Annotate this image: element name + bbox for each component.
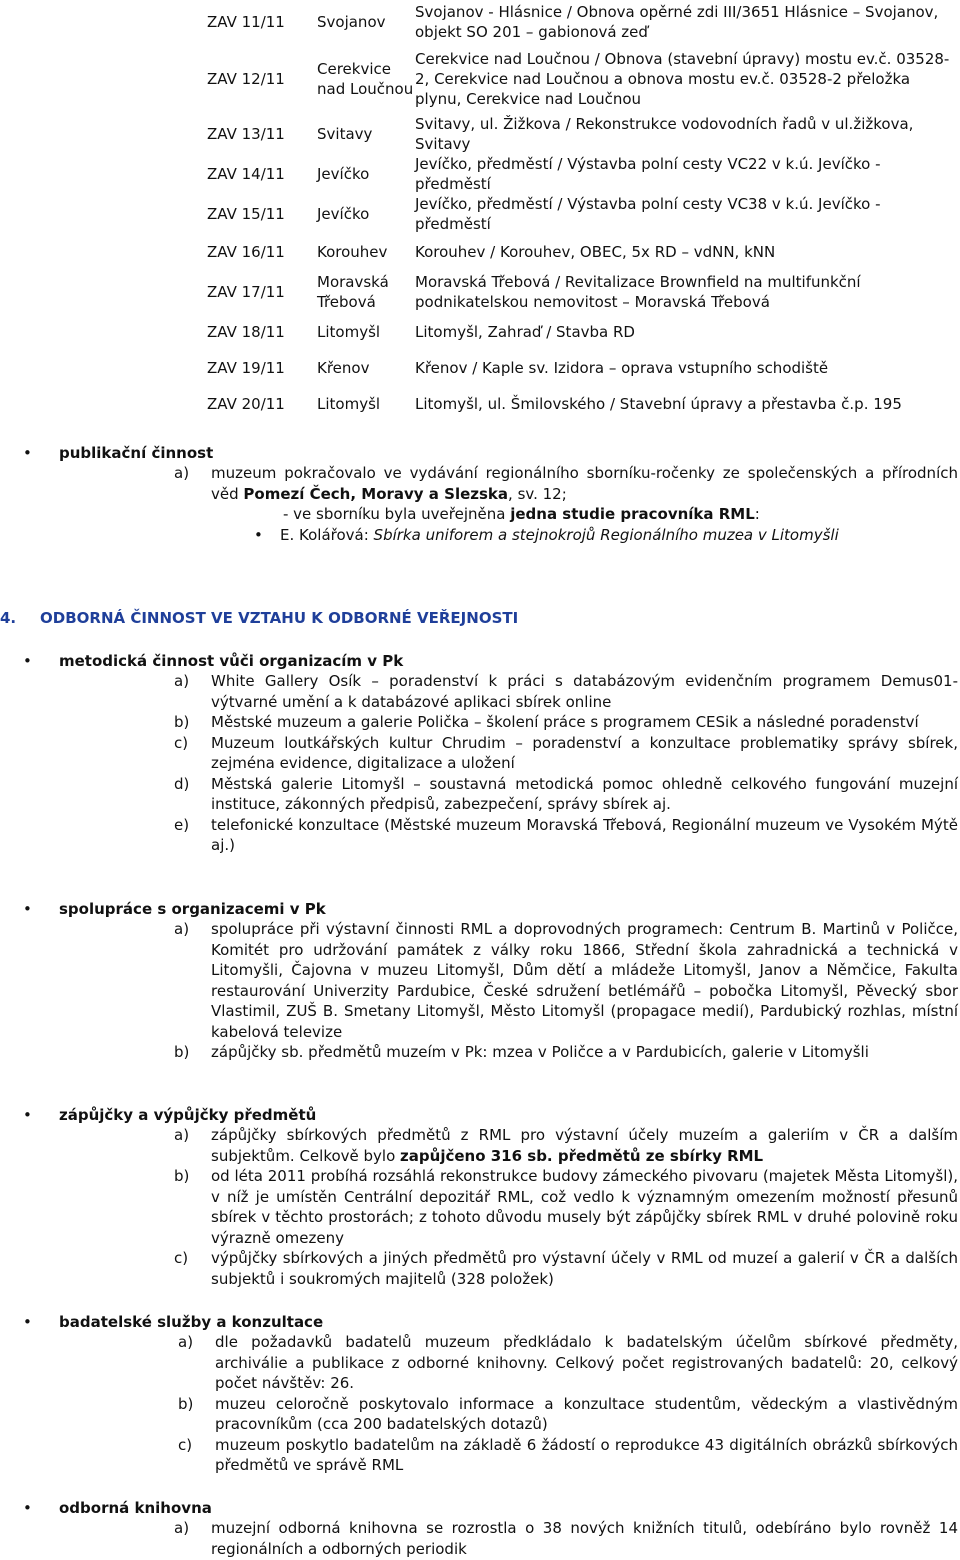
list-item bbox=[174, 712, 958, 733]
item-label: e) bbox=[174, 815, 190, 834]
section-heading: metodická činnost vůči organizacím v Pk bbox=[59, 652, 404, 670]
zav-id: ZAV 20/11 bbox=[207, 394, 285, 413]
list-item bbox=[174, 1042, 958, 1063]
zav-desc: Křenov / Kaple sv. Izidora – oprava vstupního schodiště bbox=[415, 358, 829, 377]
section-heading: badatelské služby a konzultace bbox=[59, 1313, 324, 1331]
bullet-icon: • bbox=[23, 1106, 32, 1124]
zav-place: Křenov bbox=[317, 358, 370, 377]
zav-desc: Svojanov - Hlásnice / Obnova opěrné zdi III/3651 Hlásnice – Svojanov, objekt SO 201 – gabionová zeď bbox=[415, 2, 939, 41]
item-text: Městská galerie Litomyšl – soustavná metodická pomoc ohledně celkového fungování muzejní instituce, zákonných předpisů, zabezpečení, správy sbírek aj. bbox=[211, 774, 958, 813]
zav-id: ZAV 11/11 bbox=[207, 12, 285, 31]
bullet-icon: • bbox=[23, 652, 32, 670]
item-label: b) bbox=[174, 713, 190, 731]
list-item bbox=[178, 1394, 958, 1435]
item-text: muzejní odborná knihovna se rozrostla o 38 nových knižních titulů, odebíráno bylo rovněž 14 regionálních a odborných periodik bbox=[211, 1519, 958, 1558]
item-label: b) bbox=[174, 1167, 190, 1185]
item-list bbox=[174, 1518, 958, 1559]
table-row bbox=[207, 0, 957, 44]
item-label: a) bbox=[174, 920, 190, 938]
bullet-icon: • bbox=[254, 526, 263, 544]
item-text: telefonické konzultace (Městské muzeum Moravská Třebová, Regionální muzeum ve Vysokém Mýtě aj.) bbox=[211, 815, 958, 854]
item-label: a) bbox=[174, 1126, 190, 1144]
item-label: d) bbox=[174, 774, 190, 793]
section-number: 4. bbox=[0, 609, 17, 627]
item-text-part: zápůjčky sbírkových předmětů z RML pro výstavní účely muzeím a galeriím v ČR a dalším subjektům. Celkově bylo bbox=[211, 1126, 958, 1165]
zav-place: Litomyšl bbox=[317, 394, 381, 413]
item-text: muzeu celoročně poskytovalo informace a konzultace studentům, vědeckým a vlastivědným pracovníkům (cca 200 badatelských dotazů) bbox=[215, 1394, 958, 1433]
item-label: a) bbox=[174, 1519, 190, 1537]
sub-item-author: E. Kolářová: bbox=[280, 526, 374, 544]
table-row bbox=[207, 270, 957, 314]
list-item bbox=[174, 1125, 958, 1166]
zav-id: ZAV 14/11 bbox=[207, 164, 285, 183]
zav-place: Svojanov bbox=[317, 12, 386, 31]
item-text-bold: zapůjčeno 316 sb. předmětů ze sbírky RML bbox=[400, 1146, 764, 1165]
zav-desc: Litomyšl, Zahraď / Stavba RD bbox=[415, 322, 635, 341]
item-list bbox=[174, 919, 958, 1063]
item-text: zápůjčky sb. předmětů muzeím v Pk: mzea v Poličce a v Pardubicích, galerie v Litomyšli bbox=[211, 1043, 869, 1061]
list-item bbox=[174, 671, 958, 712]
zav-place: Svitavy bbox=[317, 124, 373, 143]
zav-id: ZAV 13/11 bbox=[207, 124, 285, 143]
zav-place: Moravská Třebová bbox=[317, 272, 389, 311]
item-list bbox=[174, 463, 958, 504]
zav-id: ZAV 19/11 bbox=[207, 358, 285, 377]
item-label: b) bbox=[174, 1043, 190, 1061]
item-text-part: muzeum pokračovalo ve vydávání regionálního sborníku-ročenky ze společenských a přírodních věd bbox=[211, 464, 958, 503]
item-text-bold: Pomezí Čech, Moravy a Slezska bbox=[243, 484, 509, 503]
list-item bbox=[174, 774, 958, 815]
list-item bbox=[178, 1332, 958, 1394]
sub-item-title: Sbírka uniforem a stejnokrojů Regionálního muzea v Litomyšli bbox=[373, 526, 839, 544]
item-text: Muzeum loutkářských kultur Chrudim – poradenství a konzultace problematiky správy sbírek, zejména evidence, digitalizace a uložení bbox=[211, 733, 958, 772]
item-text bbox=[211, 1125, 958, 1166]
zav-place: Korouhev bbox=[317, 242, 388, 261]
section-heading: publikační činnost bbox=[59, 444, 214, 462]
section-title: ODBORNÁ ČINNOST VE VZTAHU K ODBORNÉ VEŘEJNOSTI bbox=[40, 609, 519, 627]
item-label: a) bbox=[174, 672, 190, 690]
list-item bbox=[174, 1518, 958, 1559]
zav-place: Cerekvice nad Loučnou bbox=[317, 60, 414, 98]
table-row bbox=[207, 114, 957, 154]
item-text: muzeum poskytlo badatelům na základě 6 žádostí o reprodukce 43 digitálních obrázků sbírkových předmětů ve správě RML bbox=[215, 1435, 958, 1474]
zav-desc: Jevíčko, předměstí / Výstavba polní cesty VC38 v k.ú. Jevíčko - předměstí bbox=[415, 194, 881, 233]
item-label: a) bbox=[174, 464, 190, 482]
zav-place: Litomyšl bbox=[317, 322, 381, 341]
bullet-icon: • bbox=[23, 1313, 32, 1331]
item-label: c) bbox=[174, 733, 189, 752]
section-heading: odborná knihovna bbox=[59, 1499, 212, 1517]
table-row bbox=[207, 350, 957, 386]
sub-item-text bbox=[280, 525, 839, 546]
zav-place: Jevíčko bbox=[317, 164, 370, 183]
item-text: dle požadavků badatelů muzeum předkládalo k badatelským účelům sbírkové předměty, archiválie a publikace z odborné knihovny. Celkový počet registrovaných badatelů: 20, celkový počet návštěv: 26. bbox=[215, 1333, 958, 1392]
item-label: c) bbox=[174, 1249, 189, 1267]
table-row bbox=[207, 234, 957, 270]
item-list bbox=[174, 671, 958, 856]
zav-desc: Litomyšl, ul. Šmilovského / Stavební úpravy a přestavba č.p. 195 bbox=[415, 394, 902, 413]
table-row bbox=[207, 194, 957, 234]
list-item bbox=[174, 919, 958, 1042]
table-row bbox=[207, 386, 957, 422]
zav-id: ZAV 18/11 bbox=[207, 322, 285, 341]
zav-table bbox=[207, 0, 957, 422]
zav-id: ZAV 12/11 bbox=[207, 70, 285, 88]
item-text bbox=[211, 463, 958, 504]
item-label: a) bbox=[178, 1333, 194, 1351]
sub-line-bold: jedna studie pracovníka RML bbox=[510, 505, 755, 523]
list-item bbox=[174, 733, 958, 774]
section-heading: spolupráce s organizacemi v Pk bbox=[59, 900, 326, 918]
bullet-icon: • bbox=[23, 900, 32, 918]
table-row bbox=[207, 154, 957, 194]
item-text: spolupráce při výstavní činnosti RML a doprovodných programech: Centrum B. Martinů v Poličce, Komitét pro udržování památek z války roku 1866, Střední škola zahradnická a technická v Litomyšli, Čajovna v muzeu Litomyšl, Dům dětí a mládeže Litomyšl, Janov a Němčice, Fakulta restaurování Univerzity Pardubice, České sdružení betlémářů – pobočka Litomyšl, Pěvecký sbor Vlastimil, ZUŠ B. Smetany Litomyšl, Město Litomyšl (propagace medií), Pardubický rozhlas, místní kabelová televize bbox=[211, 920, 958, 1041]
zav-desc: Moravská Třebová / Revitalizace Brownfield na multifunkční podnikatelskou nemovitost – Moravská Třebová bbox=[415, 272, 861, 311]
table-row bbox=[207, 314, 957, 350]
item-text: výpůjčky sbírkových a jiných předmětů pro výstavní účely v RML od muzeí a galerií v ČR a dalších subjektů i soukromých majitelů (328 položek) bbox=[211, 1249, 958, 1288]
zav-place: Jevíčko bbox=[317, 204, 370, 223]
sub-line bbox=[283, 504, 760, 525]
item-text: White Gallery Osík – poradenství k práci s databázovým evidenčním programem Demus01-výtvarné umění a k databázové aplikaci sbírek online bbox=[211, 672, 958, 711]
item-list bbox=[174, 1125, 958, 1289]
list-item bbox=[174, 463, 958, 504]
zav-id: ZAV 17/11 bbox=[207, 282, 285, 301]
bullet-icon: • bbox=[23, 1499, 32, 1517]
table-row bbox=[207, 44, 957, 114]
list-item bbox=[174, 1166, 958, 1248]
bullet-icon: • bbox=[23, 444, 32, 462]
list-item bbox=[178, 1435, 958, 1476]
list-item bbox=[174, 1248, 958, 1289]
zav-id: ZAV 16/11 bbox=[207, 242, 285, 261]
list-item bbox=[174, 815, 958, 856]
zav-desc: Cerekvice nad Loučnou / Obnova (stavební úpravy) mostu ev.č. 03528-2, Cerekvice nad Loučnou a obnova mostu ev.č. 03528-2 přeložka plynu, Cerekvice nad Loučnou bbox=[415, 50, 950, 108]
item-list bbox=[178, 1332, 958, 1476]
item-label: b) bbox=[178, 1394, 194, 1413]
item-text: od léta 2011 probíhá rozsáhlá rekonstrukce budovy zámeckého pivovaru (majetek Města Litomyšl), v níž je umístěn Centrální depozitář RML, což vedlo k významným omezením možností přesunů sbírek v těchto prostorách; z tohoto důvodu musely být zápůjčky sbírek RML v druhé polovině roku výrazně omezeny bbox=[211, 1167, 958, 1247]
zav-id: ZAV 15/11 bbox=[207, 204, 285, 223]
zav-desc: Svitavy, ul. Žižkova / Rekonstrukce vodovodních řadů v ul.žižkova, Svitavy bbox=[415, 114, 914, 153]
item-text-part: , sv. 12; bbox=[508, 484, 567, 503]
item-text: Městské muzeum a galerie Polička – školení práce s programem CESik a následné poradenství bbox=[211, 713, 919, 731]
zav-desc: Jevíčko, předměstí / Výstavba polní cesty VC22 v k.ú. Jevíčko - předměstí bbox=[415, 154, 881, 193]
sub-line-text: : bbox=[754, 505, 760, 523]
item-label: c) bbox=[178, 1435, 193, 1454]
zav-desc: Korouhev / Korouhev, OBEC, 5x RD – vdNN, kNN bbox=[415, 242, 776, 261]
sub-line-text: - ve sborníku byla uveřejněna bbox=[283, 505, 511, 523]
section-heading: zápůjčky a výpůjčky předmětů bbox=[59, 1106, 317, 1124]
